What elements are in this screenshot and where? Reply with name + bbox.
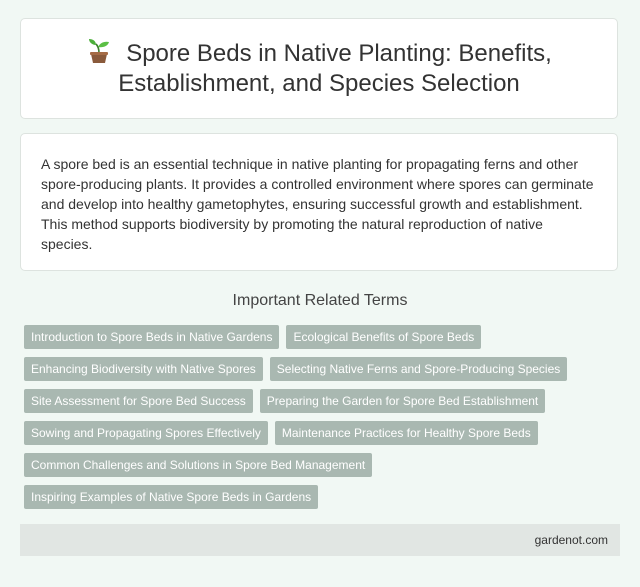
related-term-tag[interactable]: Sowing and Propagating Spores Effectively — [24, 421, 268, 445]
related-term-tag[interactable]: Site Assessment for Spore Bed Success — [24, 389, 253, 413]
related-term-tag[interactable]: Selecting Native Ferns and Spore-Producing Species — [270, 357, 568, 381]
summary-text: A spore bed is an essential technique in native planting for propagating ferns and other spore-producing plants. It provides a controlled environment where spores can germinate and develop into healthy gametophytes, ensuring successful growth and establishment. This method supports biodiversity by promoting the natural reproduction of native species. — [41, 156, 594, 252]
related-term-tag[interactable]: Introduction to Spore Beds in Native Gardens — [24, 325, 279, 349]
page-title-text: Spore Beds in Native Planting: Benefits, Establishment, and Species Selection — [118, 40, 552, 97]
title-card — [20, 18, 618, 119]
related-term-tag[interactable]: Inspiring Examples of Native Spore Beds in Gardens — [24, 485, 318, 509]
footer-site-link[interactable]: gardenot.com — [534, 533, 608, 547]
related-term-tag[interactable]: Preparing the Garden for Spore Bed Establishment — [260, 389, 546, 413]
related-term-tag[interactable]: Common Challenges and Solutions in Spore Bed Management — [24, 453, 372, 477]
related-terms-list — [24, 325, 624, 509]
related-term-tag[interactable]: Maintenance Practices for Healthy Spore Beds — [275, 421, 538, 445]
footer — [20, 524, 620, 556]
page-title — [59, 38, 579, 99]
related-term-tag[interactable]: Ecological Benefits of Spore Beds — [286, 325, 481, 349]
seedling-icon — [86, 38, 112, 64]
related-term-tag[interactable]: Enhancing Biodiversity with Native Spores — [24, 357, 263, 381]
related-terms-heading: Important Related Terms — [232, 292, 408, 309]
summary-card — [20, 133, 618, 271]
